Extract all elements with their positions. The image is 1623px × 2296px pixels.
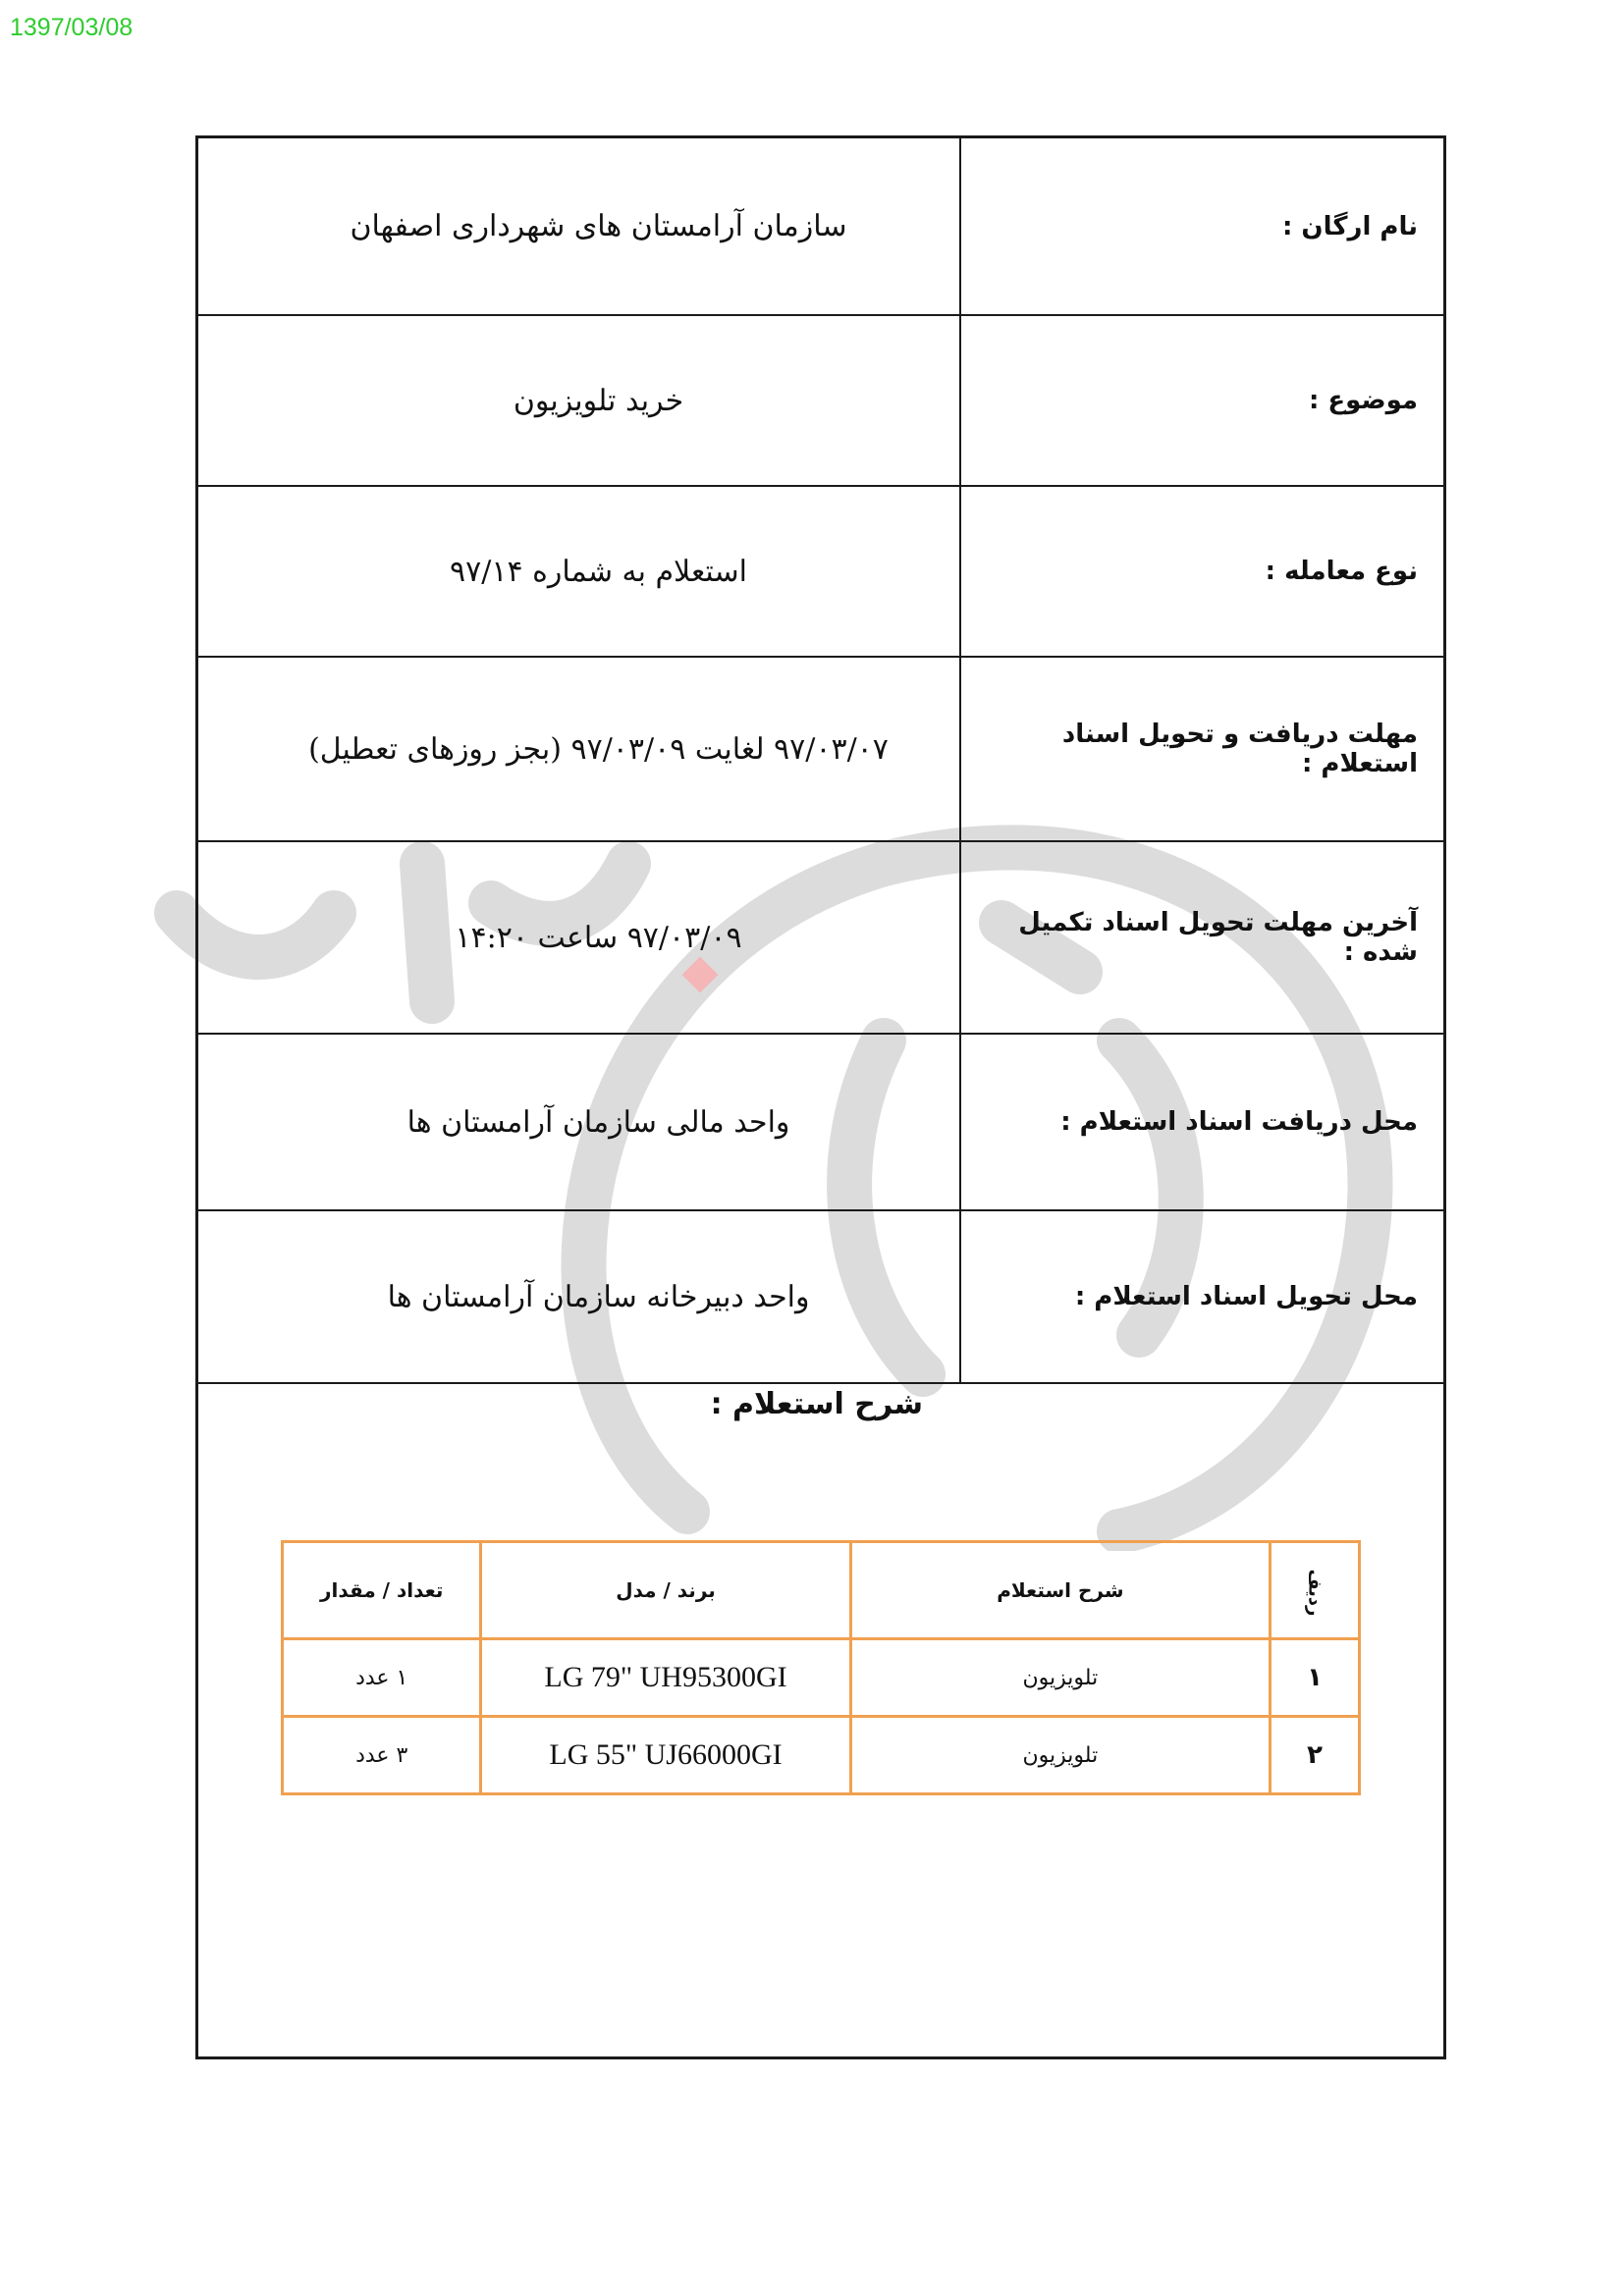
final-deadline-value: ۹۷/۰۳/۰۹ ساعت ۱۴:۲۰ (198, 841, 960, 1034)
subject-label: موضوع : (960, 315, 1443, 486)
document-deadline-value: ۹۷/۰۳/۰۷ لغایت ۹۷/۰۳/۰۹ (بجز روزهای تعطیل) (198, 657, 960, 841)
info-row (198, 657, 1443, 841)
items-table-header (283, 1542, 1360, 1639)
document-deadline-label: مهلت دریافت و تحویل اسناد استعلام : (960, 657, 1443, 841)
items-table (281, 1540, 1361, 1795)
receipt-location-value: واحد مالی سازمان آرامستان ها (198, 1034, 960, 1210)
subject-value: خرید تلویزیون (198, 315, 960, 486)
transaction-type-value: استعلام به شماره ۹۷/۱۴ (198, 486, 960, 657)
quantity-header: تعداد / مقدار (283, 1542, 481, 1639)
item-quantity: ۱ عدد (283, 1639, 481, 1717)
info-row (198, 138, 1443, 315)
description-title: شرح استعلام : (710, 1387, 923, 1421)
stamp-date: 1397/03/08 (10, 14, 134, 41)
info-row (198, 486, 1443, 657)
inquiry-info-table (198, 138, 1443, 1384)
item-brand-model: LG 79" UH95300GI (481, 1639, 850, 1717)
info-row (198, 841, 1443, 1034)
receipt-location-label: محل دریافت اسناد استعلام : (960, 1034, 1443, 1210)
item-quantity: ۳ عدد (283, 1717, 481, 1794)
table-row (283, 1639, 1360, 1717)
delivery-location-label: محل تحویل اسناد استعلام : (960, 1210, 1443, 1383)
org-name-label: نام ارگان : (960, 138, 1443, 315)
item-description: تلویزیون (850, 1717, 1271, 1794)
info-row (198, 1034, 1443, 1210)
final-deadline-label: آخرین مهلت تحویل اسناد تکمیل شده : (960, 841, 1443, 1034)
inquiry-form (195, 135, 1446, 2059)
description-header: شرح استعلام (850, 1542, 1271, 1639)
row-number: ۱ (1271, 1639, 1360, 1717)
brand-model-header: برند / مدل (481, 1542, 850, 1639)
org-name-value: سازمان آرامستان های شهرداری اصفهان (198, 138, 960, 315)
info-row (198, 315, 1443, 486)
item-brand-model: LG 55" UJ66000GI (481, 1717, 850, 1794)
row-number-header: ردیف (1271, 1542, 1360, 1639)
delivery-location-value: واحد دبیرخانه سازمان آرامستان ها (198, 1210, 960, 1383)
info-row (198, 1210, 1443, 1383)
table-row (283, 1717, 1360, 1794)
row-number: ۲ (1271, 1717, 1360, 1794)
item-description: تلویزیون (850, 1639, 1271, 1717)
transaction-type-label: نوع معامله : (960, 486, 1443, 657)
